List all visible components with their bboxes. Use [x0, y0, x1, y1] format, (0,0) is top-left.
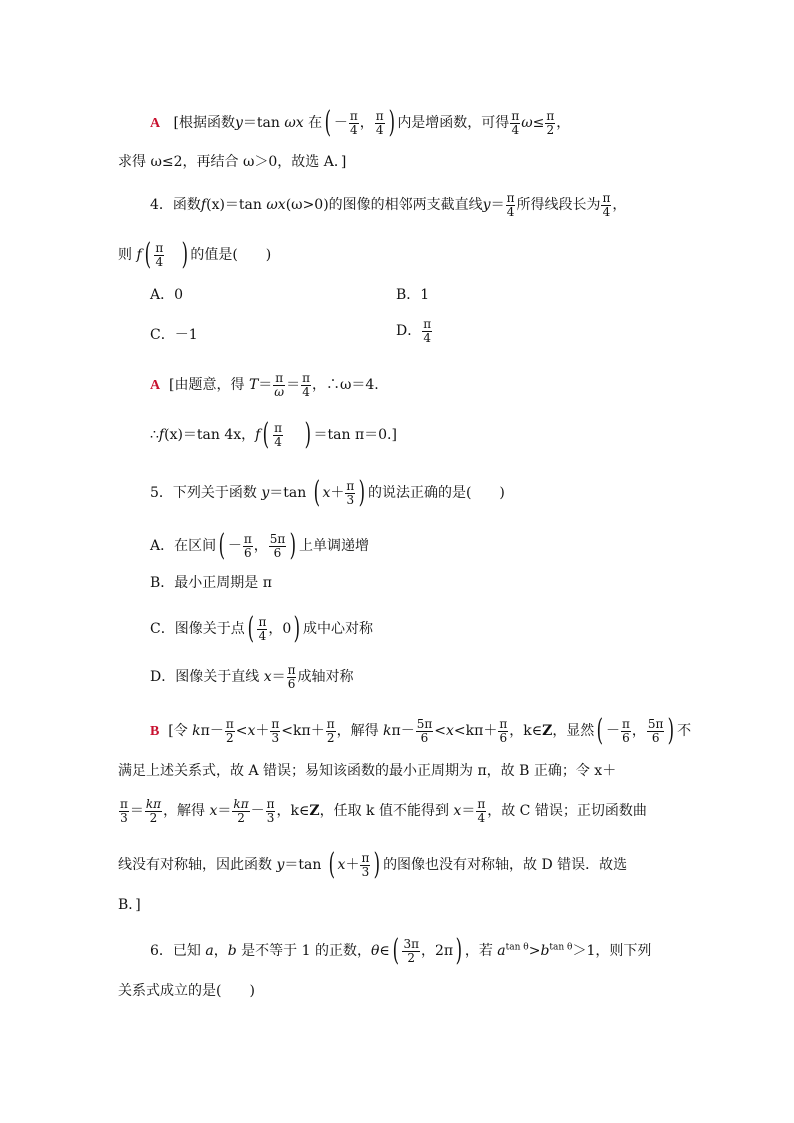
fraction: $\frac{\pi}{4}$ — [602, 191, 611, 219]
fraction: $\frac{\pi}{4}$ — [477, 797, 486, 825]
question-4-line2: 则 f( $\frac{\pi}{4}$ ) 的值是( ) — [118, 237, 272, 272]
fraction: $\frac{5\pi}{6}$ — [269, 531, 286, 560]
answer-q4-line1: A [由题意，得 T＝ $\frac{\pi}{\omega}$ ＝ $\frac{\pi}{4}$ ，∴ω＝4. — [150, 371, 379, 399]
fraction: $\frac{\pi}{4}$ — [302, 371, 310, 399]
answer-q5-line4: 线没有对称轴，因此函数 y＝tan ( x＋ $\frac{\pi}{3}$ ) 的图像也没有对称轴，故 D 错误．故选 — [118, 847, 628, 882]
answer-q5-line1: B [令 kπ－ $\frac{\pi}{2}$ <x＋ $\frac{\pi}{3}$ <kπ＋ $\frac{\pi}{2}$ ，解得 kπ－ $\frac{5\pi}{6}$ <x<kπ＋ $\frac{\pi}{6}$ ，k∈Z，显然( － $\frac{\pi}{6}$ ， $\frac{5\pi}{6}$ ) 不 — [150, 713, 692, 748]
answer-q4-line2: ∴f(x)＝tan 4x，f( $\frac{\pi}{4}$ ) ＝tan π＝0.] — [150, 417, 397, 452]
fraction: $\frac{3\pi}{2}$ — [403, 936, 420, 965]
answer-q5-line5: B．] — [118, 897, 141, 913]
fraction: $\frac{\pi}{6}$ — [499, 716, 508, 745]
fraction: $\frac{\pi}{2}$ — [546, 108, 555, 137]
fraction: $\frac{k\pi}{2}$ — [233, 797, 249, 825]
question-5-option-a: A．在区间( － $\frac{\pi}{6}$ ， $\frac{5\pi}{6}$ ) 上单调递增 — [150, 528, 369, 563]
fraction: $\frac{\pi}{4}$ — [375, 108, 384, 137]
option-d: D． $\frac{\pi}{4}$ — [396, 317, 432, 345]
fraction: $\frac{\pi}{4}$ — [349, 108, 358, 137]
fraction: $\frac{5\pi}{6}$ — [647, 716, 664, 745]
answer-q3-line1: A [根据函数y＝tan ωx 在( － $\frac{\pi}{4}$ ， $\frac{\pi}{4}$ ) 内是增函数，可得 $\frac{\pi}{4}$ ω≤ $\frac{\pi}{2}$ ， — [150, 105, 571, 140]
fraction: $\frac{\pi}{4}$ — [423, 317, 432, 345]
question-6-line2: 关系式成立的是( ) — [118, 983, 255, 999]
fraction: $\frac{\pi}{2}$ — [326, 716, 335, 745]
fraction: $\frac{\pi}{4}$ — [155, 240, 164, 269]
fraction: $\frac{\pi}{3}$ — [361, 850, 370, 879]
option-a: A．0 — [150, 287, 184, 303]
question-5-option-d: D．图像关于直线 x＝ $\frac{\pi}{6}$ 成轴对称 — [150, 663, 354, 691]
answer-q3-line2: 求得 ω≤2，再结合 ω＞0，故选 A．] — [118, 154, 347, 170]
fraction: $\frac{\pi}{3}$ — [266, 797, 275, 825]
fraction: $\frac{\pi}{4}$ — [511, 108, 520, 137]
answer-q5-line2: 满足上述关系式，故 A 错误；易知该函数的最小正周期为 π，故 B 正确；令 x＋ — [118, 763, 617, 779]
fraction: $\frac{\pi}{4}$ — [506, 191, 515, 219]
question-5-option-c: C．图像关于点( $\frac{\pi}{4}$ ，0) 成中心对称 — [150, 611, 373, 646]
fraction: $\frac{\pi}{3}$ — [271, 716, 280, 745]
answer-mark: B — [150, 724, 160, 739]
fraction: $\frac{\pi}{3}$ — [346, 478, 355, 507]
fraction: $\frac{\pi}{\omega}$ — [274, 371, 285, 399]
fraction: $\frac{k\pi}{2}$ — [145, 797, 162, 825]
fraction: $\frac{\pi}{4}$ — [274, 420, 282, 449]
fraction: $\frac{\pi}{6}$ — [287, 663, 296, 691]
answer-mark: A — [150, 378, 161, 394]
question-5-option-b: B．最小正周期是 π — [150, 575, 272, 591]
question-5: 5．下列关于函数 y＝tan ( x＋ $\frac{\pi}{3}$ ) 的说法正确的是( ) — [150, 475, 505, 510]
question-6-line1: 6．已知 a，b 是不等于 1 的正数，θ∈( $\frac{3\pi}{2}$ ，2π) ，若 $a^{tan \theta}>b^{tan \theta}>1$，则下列 — [150, 933, 652, 968]
question-4-line1: 4．函数f(x)＝tan ωx(ω>0)的图像的相邻两支截直线y＝ $\frac{\pi}{4}$ 所得线段长为 $\frac{\pi}{4}$ ， — [150, 191, 627, 219]
fraction: $\frac{\pi}{2}$ — [225, 716, 234, 745]
fraction: $\frac{\pi}{3}$ — [120, 797, 128, 825]
fraction: $\frac{\pi}{4}$ — [258, 614, 267, 643]
fraction: $\frac{\pi}{6}$ — [243, 531, 252, 560]
fraction: $\frac{5\pi}{6}$ — [416, 716, 433, 745]
answer-q5-line3: $\frac{\pi}{3}$ ＝ $\frac{k\pi}{2}$ ，解得 x＝ $\frac{k\pi}{2}$ － $\frac{\pi}{3}$ ，k∈Z，任取 k 值不能得到 x＝ $\frac{\pi}{4}$ ，故 C 错误；正切函数曲 — [120, 797, 647, 825]
option-b: B．1 — [396, 287, 430, 303]
fraction: $\frac{\pi}{6}$ — [622, 716, 630, 745]
option-c: C．－1 — [150, 327, 198, 343]
answer-mark: A — [150, 116, 161, 131]
